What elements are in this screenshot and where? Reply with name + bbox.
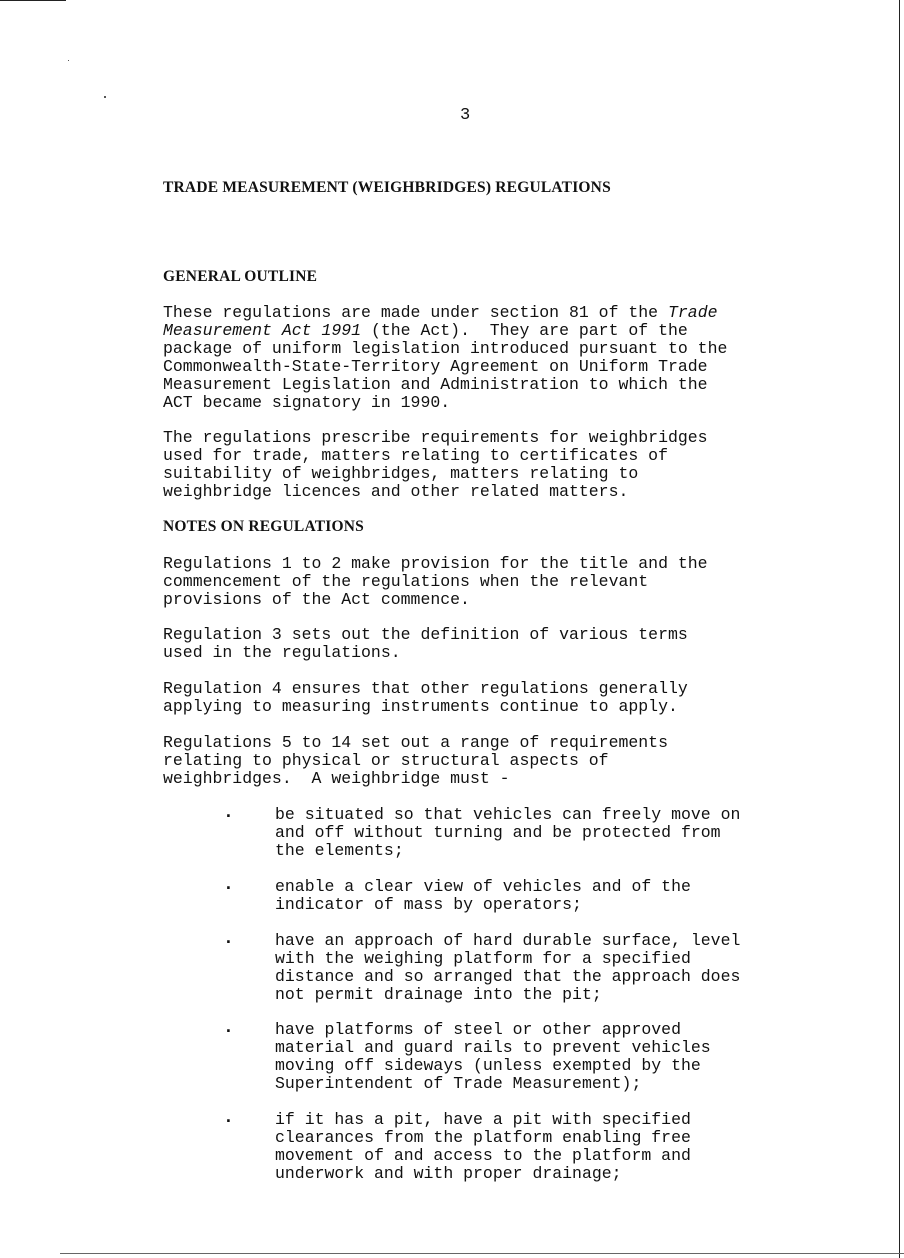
list-item: have an approach of hard durable surface, level with the weighing platform for a specified distance and so arranged that the approach does not permit drainage into the pit; bbox=[275, 931, 741, 1004]
act-title-part-2: Measurement Act 1991 bbox=[163, 321, 362, 340]
section-heading-notes: NOTES ON REGULATIONS bbox=[163, 518, 364, 535]
page-number: 3 bbox=[460, 106, 471, 125]
notes-paragraph-1: Regulations 1 to 2 make provision for the title and the commencement of the regulations when the relevant provisions of the Act commence. bbox=[163, 554, 708, 609]
act-title-part-1: Trade bbox=[667, 303, 718, 322]
notes-paragraph-2: Regulation 3 sets out the definition of various terms used in the regulations. bbox=[163, 625, 688, 662]
section-heading-general-outline: GENERAL OUTLINE bbox=[163, 268, 318, 285]
general-outline-paragraph-2: The regulations prescribe requirements for weighbridges used for trade, matters relating to certificates of suitability of weighbridges, matters relating to weighbridge licences and other related matters. bbox=[163, 428, 708, 501]
list-item: be situated so that vehicles can freely move on and off without turning and be protected from the elements; bbox=[275, 805, 741, 860]
bullet-marker: . bbox=[223, 929, 234, 949]
text-run: These regulations are made under section 81 of the bbox=[163, 303, 668, 322]
text-run: (the Act). They are part of the package of uniform legislation introduced pursuant to the Commonwealth-State-Territory Agreement on Uniform Trade Measurement Legislation and Administration to which the ACT became signatory in 1990. bbox=[163, 321, 728, 412]
notes-paragraph-3: Regulation 4 ensures that other regulations generally applying to measuring instruments continue to apply. bbox=[163, 679, 688, 716]
list-item: enable a clear view of vehicles and of the indicator of mass by operators; bbox=[275, 877, 691, 914]
scan-speck bbox=[68, 60, 69, 61]
bullet-marker: . bbox=[223, 1018, 234, 1038]
bullet-marker: . bbox=[223, 875, 234, 895]
scan-border-right bbox=[899, 0, 900, 1258]
list-item: have platforms of steel or other approved material and guard rails to prevent vehicles moving off sideways (unless exempted by the Superintendent of Trade Measurement); bbox=[275, 1020, 711, 1093]
scan-border-bottom bbox=[60, 1253, 904, 1254]
general-outline-paragraph-1 bbox=[163, 304, 803, 412]
bullet-marker: . bbox=[223, 803, 234, 823]
list-item: if it has a pit, have a pit with specified clearances from the platform enabling free movement of and access to the platform and underwork and with proper drainage; bbox=[275, 1110, 691, 1183]
notes-paragraph-4: Regulations 5 to 14 set out a range of requirements relating to physical or structural aspects of weighbridges. A weighbridge must - bbox=[163, 733, 668, 788]
scan-border-top bbox=[0, 0, 66, 1]
scan-speck bbox=[104, 96, 106, 98]
document-title: TRADE MEASUREMENT (WEIGHBRIDGES) REGULATIONS bbox=[163, 179, 611, 196]
bullet-marker: . bbox=[223, 1108, 234, 1128]
